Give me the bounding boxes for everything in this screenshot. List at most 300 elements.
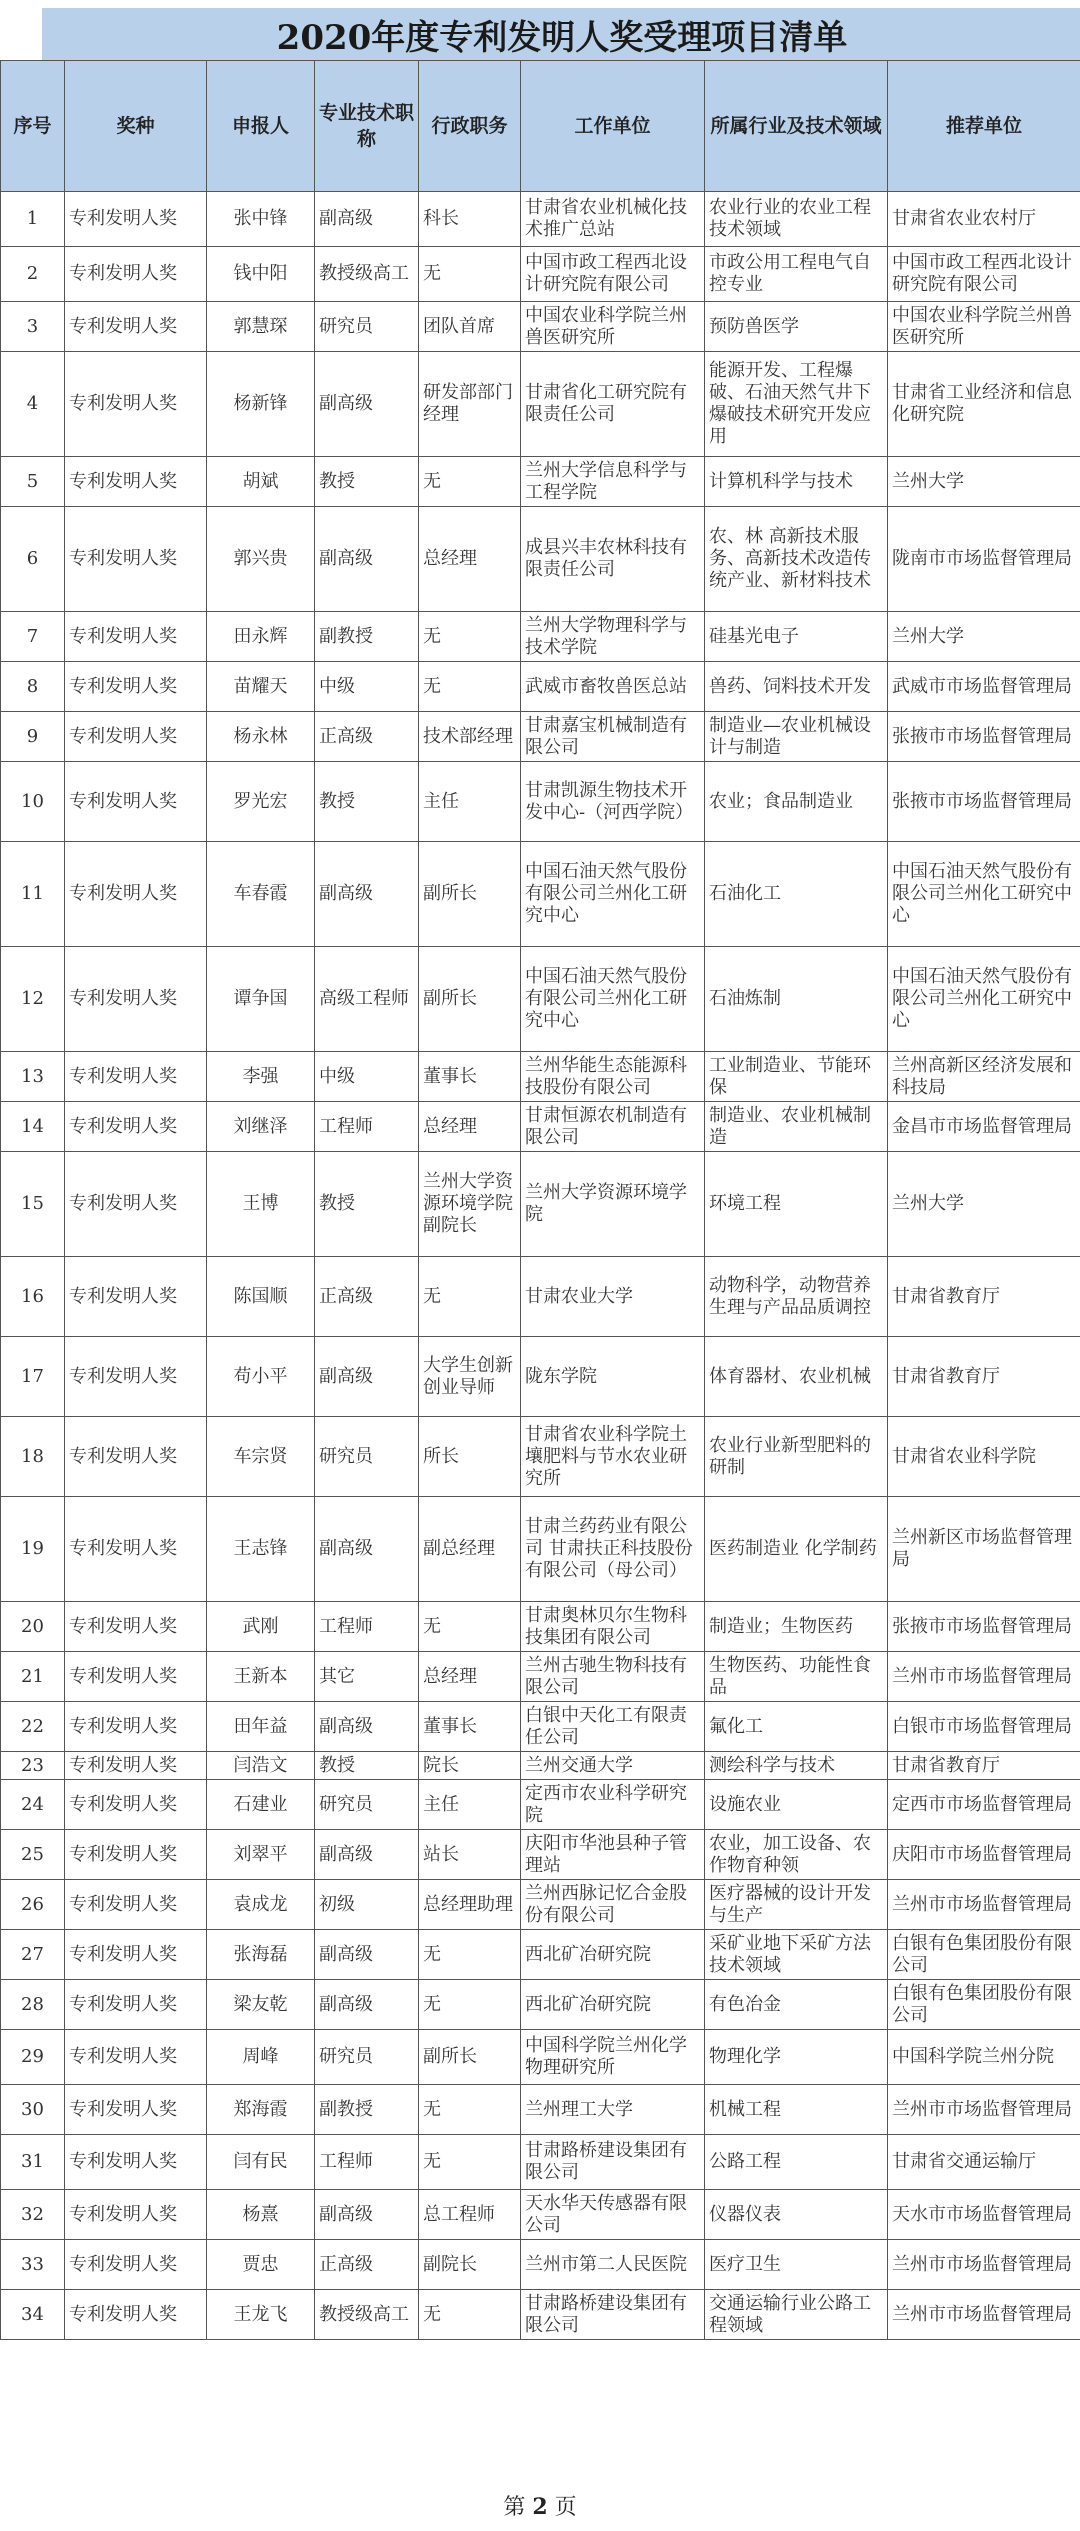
table-row bbox=[1, 612, 1080, 662]
cell-award-type: 专利发明人奖 bbox=[65, 762, 207, 842]
cell-position: 主任 bbox=[419, 762, 521, 842]
cell-applicant: 石建业 bbox=[207, 1780, 315, 1830]
cell-award-type: 专利发明人奖 bbox=[65, 842, 207, 947]
cell-employer: 兰州西脉记忆合金股份有限公司 bbox=[521, 1880, 705, 1930]
cell-field: 计算机科学与技术 bbox=[705, 457, 888, 507]
cell-award-type: 专利发明人奖 bbox=[65, 1702, 207, 1752]
cell-award-type: 专利发明人奖 bbox=[65, 1337, 207, 1417]
cell-award-type: 专利发明人奖 bbox=[65, 1830, 207, 1880]
cell-position: 无 bbox=[419, 1980, 521, 2030]
cell-title: 工程师 bbox=[315, 1102, 419, 1152]
cell-position: 副院长 bbox=[419, 2240, 521, 2290]
cell-index: 7 bbox=[1, 612, 65, 662]
cell-applicant: 胡斌 bbox=[207, 457, 315, 507]
table-row bbox=[1, 1652, 1080, 1702]
cell-employer: 甘肃嘉宝机械制造有限公司 bbox=[521, 712, 705, 762]
cell-award-type: 专利发明人奖 bbox=[65, 192, 207, 247]
cell-award-type: 专利发明人奖 bbox=[65, 247, 207, 302]
cell-recommender: 兰州市市场监督管理局 bbox=[888, 2290, 1080, 2340]
cell-employer: 甘肃路桥建设集团有限公司 bbox=[521, 2290, 705, 2340]
cell-index: 8 bbox=[1, 662, 65, 712]
header-field: 所属行业及技术领域 bbox=[705, 61, 888, 192]
cell-recommender: 兰州市市场监督管理局 bbox=[888, 1880, 1080, 1930]
cell-position: 董事长 bbox=[419, 1052, 521, 1102]
cell-recommender: 中国科学院兰州分院 bbox=[888, 2030, 1080, 2085]
cell-field: 工业制造业、节能环保 bbox=[705, 1052, 888, 1102]
cell-employer: 甘肃省化工研究院有限责任公司 bbox=[521, 352, 705, 457]
cell-employer: 白银中天化工有限责任公司 bbox=[521, 1702, 705, 1752]
table-row bbox=[1, 1257, 1080, 1337]
cell-title: 副高级 bbox=[315, 1930, 419, 1980]
cell-position: 董事长 bbox=[419, 1702, 521, 1752]
cell-award-type: 专利发明人奖 bbox=[65, 352, 207, 457]
cell-index: 16 bbox=[1, 1257, 65, 1337]
cell-title: 副高级 bbox=[315, 1702, 419, 1752]
cell-index: 33 bbox=[1, 2240, 65, 2290]
cell-title: 正高级 bbox=[315, 712, 419, 762]
cell-index: 2 bbox=[1, 247, 65, 302]
table-row bbox=[1, 507, 1080, 612]
cell-title: 副高级 bbox=[315, 507, 419, 612]
cell-applicant: 田年益 bbox=[207, 1702, 315, 1752]
cell-index: 30 bbox=[1, 2085, 65, 2135]
cell-employer: 甘肃恒源农机制造有限公司 bbox=[521, 1102, 705, 1152]
cell-applicant: 闫有民 bbox=[207, 2135, 315, 2190]
cell-position: 无 bbox=[419, 2290, 521, 2340]
table-row bbox=[1, 2290, 1080, 2340]
table-row bbox=[1, 1830, 1080, 1880]
cell-field: 医疗卫生 bbox=[705, 2240, 888, 2290]
cell-employer: 甘肃兰药药业有限公司 甘肃扶正科技股份有限公司（母公司） bbox=[521, 1497, 705, 1602]
cell-recommender: 兰州大学 bbox=[888, 457, 1080, 507]
cell-applicant: 张海磊 bbox=[207, 1930, 315, 1980]
cell-award-type: 专利发明人奖 bbox=[65, 1752, 207, 1780]
cell-recommender: 庆阳市市场监督管理局 bbox=[888, 1830, 1080, 1880]
cell-field: 医疗器械的设计开发与生产 bbox=[705, 1880, 888, 1930]
cell-index: 5 bbox=[1, 457, 65, 507]
table-row bbox=[1, 1752, 1080, 1780]
cell-position: 无 bbox=[419, 457, 521, 507]
cell-employer: 兰州大学信息科学与工程学院 bbox=[521, 457, 705, 507]
table-row bbox=[1, 2135, 1080, 2190]
table-row bbox=[1, 2085, 1080, 2135]
cell-recommender: 甘肃省工业经济和信息化研究院 bbox=[888, 352, 1080, 457]
cell-position: 无 bbox=[419, 1930, 521, 1980]
table-row bbox=[1, 947, 1080, 1052]
table-row bbox=[1, 1102, 1080, 1152]
cell-recommender: 兰州市市场监督管理局 bbox=[888, 2085, 1080, 2135]
cell-title: 教授 bbox=[315, 1752, 419, 1780]
cell-index: 34 bbox=[1, 2290, 65, 2340]
cell-recommender: 中国石油天然气股份有限公司兰州化工研究中心 bbox=[888, 947, 1080, 1052]
cell-position: 团队首席 bbox=[419, 302, 521, 352]
table-row bbox=[1, 1702, 1080, 1752]
cell-field: 环境工程 bbox=[705, 1152, 888, 1257]
cell-title: 正高级 bbox=[315, 2240, 419, 2290]
table-row bbox=[1, 1602, 1080, 1652]
cell-position: 院长 bbox=[419, 1752, 521, 1780]
cell-applicant: 袁成龙 bbox=[207, 1880, 315, 1930]
cell-award-type: 专利发明人奖 bbox=[65, 2135, 207, 2190]
table-row bbox=[1, 352, 1080, 457]
table-row bbox=[1, 712, 1080, 762]
cell-index: 20 bbox=[1, 1602, 65, 1652]
cell-award-type: 专利发明人奖 bbox=[65, 1497, 207, 1602]
cell-position: 总经理 bbox=[419, 507, 521, 612]
cell-field: 硅基光电子 bbox=[705, 612, 888, 662]
cell-field: 物理化学 bbox=[705, 2030, 888, 2085]
cell-recommender: 张掖市市场监督管理局 bbox=[888, 1602, 1080, 1652]
cell-employer: 天水华天传感器有限公司 bbox=[521, 2190, 705, 2240]
cell-position: 大学生创新创业导师 bbox=[419, 1337, 521, 1417]
cell-employer: 甘肃凯源生物技术开发中心-（河西学院） bbox=[521, 762, 705, 842]
cell-index: 28 bbox=[1, 1980, 65, 2030]
cell-applicant: 刘翠平 bbox=[207, 1830, 315, 1880]
cell-employer: 西北矿冶研究院 bbox=[521, 1980, 705, 2030]
cell-employer: 甘肃农业大学 bbox=[521, 1257, 705, 1337]
cell-field: 能源开发、工程爆破、石油天然气井下爆破技术研究开发应用 bbox=[705, 352, 888, 457]
cell-field: 预防兽医学 bbox=[705, 302, 888, 352]
table-row bbox=[1, 1980, 1080, 2030]
header-title: 专业技术职称 bbox=[315, 61, 419, 192]
cell-award-type: 专利发明人奖 bbox=[65, 2240, 207, 2290]
cell-field: 采矿业地下采矿方法技术领域 bbox=[705, 1930, 888, 1980]
cell-award-type: 专利发明人奖 bbox=[65, 1257, 207, 1337]
cell-recommender: 中国石油天然气股份有限公司兰州化工研究中心 bbox=[888, 842, 1080, 947]
table-row bbox=[1, 2030, 1080, 2085]
table-header-row bbox=[1, 61, 1080, 192]
cell-employer: 中国科学院兰州化学物理研究所 bbox=[521, 2030, 705, 2085]
table-row bbox=[1, 1497, 1080, 1602]
cell-field: 体育器材、农业机械 bbox=[705, 1337, 888, 1417]
cell-title: 研究员 bbox=[315, 2030, 419, 2085]
cell-title: 副高级 bbox=[315, 1980, 419, 2030]
cell-index: 19 bbox=[1, 1497, 65, 1602]
cell-award-type: 专利发明人奖 bbox=[65, 302, 207, 352]
cell-title: 教授 bbox=[315, 1152, 419, 1257]
cell-title: 副教授 bbox=[315, 2085, 419, 2135]
cell-recommender: 白银市市场监督管理局 bbox=[888, 1702, 1080, 1752]
cell-award-type: 专利发明人奖 bbox=[65, 1417, 207, 1497]
cell-employer: 兰州华能生态能源科技股份有限公司 bbox=[521, 1052, 705, 1102]
cell-award-type: 专利发明人奖 bbox=[65, 2085, 207, 2135]
cell-award-type: 专利发明人奖 bbox=[65, 1980, 207, 2030]
cell-applicant: 陈国顺 bbox=[207, 1257, 315, 1337]
cell-field: 仪器仪表 bbox=[705, 2190, 888, 2240]
table-row bbox=[1, 1780, 1080, 1830]
cell-position: 无 bbox=[419, 662, 521, 712]
cell-employer: 甘肃省农业科学院土壤肥料与节水农业研究所 bbox=[521, 1417, 705, 1497]
cell-position: 无 bbox=[419, 2135, 521, 2190]
cell-employer: 西北矿冶研究院 bbox=[521, 1930, 705, 1980]
cell-field: 生物医药、功能性食品 bbox=[705, 1652, 888, 1702]
cell-applicant: 苗耀天 bbox=[207, 662, 315, 712]
cell-field: 动物科学，动物营养生理与产品品质调控 bbox=[705, 1257, 888, 1337]
cell-field: 交通运输行业公路工程领域 bbox=[705, 2290, 888, 2340]
cell-field: 制造业、农业机械制造 bbox=[705, 1102, 888, 1152]
cell-award-type: 专利发明人奖 bbox=[65, 947, 207, 1052]
cell-award-type: 专利发明人奖 bbox=[65, 507, 207, 612]
document-title: 2020年度专利发明人奖受理项目清单 bbox=[42, 8, 1080, 60]
cell-award-type: 专利发明人奖 bbox=[65, 2190, 207, 2240]
cell-field: 农业；食品制造业 bbox=[705, 762, 888, 842]
cell-position: 研发部部门经理 bbox=[419, 352, 521, 457]
cell-applicant: 田永辉 bbox=[207, 612, 315, 662]
cell-title: 副高级 bbox=[315, 1830, 419, 1880]
cell-employer: 兰州理工大学 bbox=[521, 2085, 705, 2135]
table-row bbox=[1, 192, 1080, 247]
cell-position: 副所长 bbox=[419, 2030, 521, 2085]
cell-award-type: 专利发明人奖 bbox=[65, 2030, 207, 2085]
cell-recommender: 白银有色集团股份有限公司 bbox=[888, 1980, 1080, 2030]
cell-employer: 中国市政工程西北设计研究院有限公司 bbox=[521, 247, 705, 302]
header-position: 行政职务 bbox=[419, 61, 521, 192]
cell-recommender: 兰州新区市场监督管理局 bbox=[888, 1497, 1080, 1602]
cell-position: 总经理助理 bbox=[419, 1880, 521, 1930]
cell-index: 15 bbox=[1, 1152, 65, 1257]
cell-position: 无 bbox=[419, 612, 521, 662]
cell-recommender: 兰州大学 bbox=[888, 1152, 1080, 1257]
cell-title: 副高级 bbox=[315, 2190, 419, 2240]
cell-field: 农业，加工设备、农作物育种领 bbox=[705, 1830, 888, 1880]
cell-index: 4 bbox=[1, 352, 65, 457]
cell-award-type: 专利发明人奖 bbox=[65, 1652, 207, 1702]
cell-award-type: 专利发明人奖 bbox=[65, 1052, 207, 1102]
cell-employer: 兰州交通大学 bbox=[521, 1752, 705, 1780]
cell-recommender: 陇南市市场监督管理局 bbox=[888, 507, 1080, 612]
cell-recommender: 中国市政工程西北设计研究院有限公司 bbox=[888, 247, 1080, 302]
header-recommender: 推荐单位 bbox=[888, 61, 1080, 192]
cell-field: 制造业—农业机械设计与制造 bbox=[705, 712, 888, 762]
cell-position: 无 bbox=[419, 2085, 521, 2135]
cell-field: 测绘科学与技术 bbox=[705, 1752, 888, 1780]
cell-award-type: 专利发明人奖 bbox=[65, 2290, 207, 2340]
cell-field: 氟化工 bbox=[705, 1702, 888, 1752]
cell-title: 副高级 bbox=[315, 842, 419, 947]
cell-recommender: 白银有色集团股份有限公司 bbox=[888, 1930, 1080, 1980]
cell-award-type: 专利发明人奖 bbox=[65, 662, 207, 712]
table-row bbox=[1, 762, 1080, 842]
cell-applicant: 罗光宏 bbox=[207, 762, 315, 842]
cell-field: 制造业；生物医药 bbox=[705, 1602, 888, 1652]
cell-title: 高级工程师 bbox=[315, 947, 419, 1052]
cell-title: 工程师 bbox=[315, 1602, 419, 1652]
cell-employer: 兰州古驰生物科技有限公司 bbox=[521, 1652, 705, 1702]
cell-index: 6 bbox=[1, 507, 65, 612]
cell-title: 副高级 bbox=[315, 1337, 419, 1417]
cell-award-type: 专利发明人奖 bbox=[65, 1930, 207, 1980]
cell-applicant: 武刚 bbox=[207, 1602, 315, 1652]
cell-title: 其它 bbox=[315, 1652, 419, 1702]
cell-index: 31 bbox=[1, 2135, 65, 2190]
cell-applicant: 谭争国 bbox=[207, 947, 315, 1052]
cell-recommender: 甘肃省教育厅 bbox=[888, 1752, 1080, 1780]
cell-employer: 陇东学院 bbox=[521, 1337, 705, 1417]
cell-field: 有色冶金 bbox=[705, 1980, 888, 2030]
cell-position: 副所长 bbox=[419, 947, 521, 1052]
cell-employer: 甘肃省农业机械化技术推广总站 bbox=[521, 192, 705, 247]
table-row bbox=[1, 2190, 1080, 2240]
table-row bbox=[1, 457, 1080, 507]
cell-field: 兽药、饲料技术开发 bbox=[705, 662, 888, 712]
cell-position: 无 bbox=[419, 1257, 521, 1337]
cell-title: 教授 bbox=[315, 762, 419, 842]
cell-title: 副高级 bbox=[315, 1497, 419, 1602]
cell-title: 教授级高工 bbox=[315, 2290, 419, 2340]
cell-title: 正高级 bbox=[315, 1257, 419, 1337]
cell-field: 农业行业新型肥料的研制 bbox=[705, 1417, 888, 1497]
cell-field: 市政公用工程电气自控专业 bbox=[705, 247, 888, 302]
cell-field: 石油炼制 bbox=[705, 947, 888, 1052]
cell-title: 研究员 bbox=[315, 1780, 419, 1830]
cell-title: 教授级高工 bbox=[315, 247, 419, 302]
cell-award-type: 专利发明人奖 bbox=[65, 1780, 207, 1830]
cell-applicant: 梁友乾 bbox=[207, 1980, 315, 2030]
cell-employer: 成县兴丰农林科技有限责任公司 bbox=[521, 507, 705, 612]
cell-applicant: 钱中阳 bbox=[207, 247, 315, 302]
cell-award-type: 专利发明人奖 bbox=[65, 1602, 207, 1652]
cell-index: 14 bbox=[1, 1102, 65, 1152]
cell-employer: 庆阳市华池县种子管理站 bbox=[521, 1830, 705, 1880]
header-employer: 工作单位 bbox=[521, 61, 705, 192]
table-row bbox=[1, 1930, 1080, 1980]
cell-position: 总经理 bbox=[419, 1102, 521, 1152]
cell-recommender: 甘肃省交通运输厅 bbox=[888, 2135, 1080, 2190]
cell-recommender: 张掖市市场监督管理局 bbox=[888, 762, 1080, 842]
cell-recommender: 甘肃省农业农村厅 bbox=[888, 192, 1080, 247]
cell-applicant: 郭兴贵 bbox=[207, 507, 315, 612]
cell-recommender: 金昌市市场监督管理局 bbox=[888, 1102, 1080, 1152]
cell-applicant: 车宗贤 bbox=[207, 1417, 315, 1497]
cell-position: 副所长 bbox=[419, 842, 521, 947]
cell-field: 医药制造业 化学制药 bbox=[705, 1497, 888, 1602]
cell-position: 总经理 bbox=[419, 1652, 521, 1702]
cell-applicant: 王博 bbox=[207, 1152, 315, 1257]
cell-recommender: 兰州高新区经济发展和科技局 bbox=[888, 1052, 1080, 1102]
cell-recommender: 兰州大学 bbox=[888, 612, 1080, 662]
cell-award-type: 专利发明人奖 bbox=[65, 1152, 207, 1257]
cell-index: 21 bbox=[1, 1652, 65, 1702]
cell-applicant: 杨熹 bbox=[207, 2190, 315, 2240]
cell-employer: 武威市畜牧兽医总站 bbox=[521, 662, 705, 712]
header-award-type: 奖种 bbox=[65, 61, 207, 192]
cell-title: 工程师 bbox=[315, 2135, 419, 2190]
cell-applicant: 郑海霞 bbox=[207, 2085, 315, 2135]
cell-recommender: 定西市市场监督管理局 bbox=[888, 1780, 1080, 1830]
cell-recommender: 张掖市市场监督管理局 bbox=[888, 712, 1080, 762]
cell-index: 24 bbox=[1, 1780, 65, 1830]
cell-applicant: 王龙飞 bbox=[207, 2290, 315, 2340]
cell-position: 总工程师 bbox=[419, 2190, 521, 2240]
cell-applicant: 杨永林 bbox=[207, 712, 315, 762]
table-row bbox=[1, 1152, 1080, 1257]
cell-index: 25 bbox=[1, 1830, 65, 1880]
table-row bbox=[1, 662, 1080, 712]
cell-employer: 中国石油天然气股份有限公司兰州化工研究中心 bbox=[521, 842, 705, 947]
table-row bbox=[1, 247, 1080, 302]
cell-field: 设施农业 bbox=[705, 1780, 888, 1830]
cell-employer: 中国石油天然气股份有限公司兰州化工研究中心 bbox=[521, 947, 705, 1052]
cell-recommender: 甘肃省教育厅 bbox=[888, 1337, 1080, 1417]
cell-employer: 甘肃路桥建设集团有限公司 bbox=[521, 2135, 705, 2190]
table-row bbox=[1, 2240, 1080, 2290]
cell-title: 中级 bbox=[315, 1052, 419, 1102]
page-footer bbox=[0, 2490, 1080, 2521]
cell-title: 初级 bbox=[315, 1880, 419, 1930]
cell-applicant: 李强 bbox=[207, 1052, 315, 1102]
cell-award-type: 专利发明人奖 bbox=[65, 612, 207, 662]
cell-employer: 定西市农业科学研究院 bbox=[521, 1780, 705, 1830]
cell-title: 中级 bbox=[315, 662, 419, 712]
cell-index: 9 bbox=[1, 712, 65, 762]
cell-employer: 甘肃奥林贝尔生物科技集团有限公司 bbox=[521, 1602, 705, 1652]
cell-index: 3 bbox=[1, 302, 65, 352]
cell-position: 站长 bbox=[419, 1830, 521, 1880]
cell-index: 12 bbox=[1, 947, 65, 1052]
table-row bbox=[1, 1417, 1080, 1497]
cell-index: 18 bbox=[1, 1417, 65, 1497]
cell-position: 主任 bbox=[419, 1780, 521, 1830]
cell-recommender: 甘肃省农业科学院 bbox=[888, 1417, 1080, 1497]
cell-index: 26 bbox=[1, 1880, 65, 1930]
footer-prefix: 第 bbox=[503, 2495, 526, 2520]
cell-position: 无 bbox=[419, 247, 521, 302]
cell-field: 农、林 高新技术服务、高新技术改造传统产业、新材料技术 bbox=[705, 507, 888, 612]
cell-index: 11 bbox=[1, 842, 65, 947]
cell-applicant: 苟小平 bbox=[207, 1337, 315, 1417]
footer-suffix: 页 bbox=[554, 2495, 577, 2520]
cell-index: 27 bbox=[1, 1930, 65, 1980]
project-list-table bbox=[0, 60, 1080, 2340]
cell-award-type: 专利发明人奖 bbox=[65, 1880, 207, 1930]
cell-title: 研究员 bbox=[315, 302, 419, 352]
cell-award-type: 专利发明人奖 bbox=[65, 1102, 207, 1152]
cell-applicant: 刘继泽 bbox=[207, 1102, 315, 1152]
cell-applicant: 王新本 bbox=[207, 1652, 315, 1702]
table-row bbox=[1, 302, 1080, 352]
cell-index: 29 bbox=[1, 2030, 65, 2085]
cell-recommender: 兰州市市场监督管理局 bbox=[888, 1652, 1080, 1702]
cell-award-type: 专利发明人奖 bbox=[65, 457, 207, 507]
cell-position: 副总经理 bbox=[419, 1497, 521, 1602]
cell-recommender: 武威市市场监督管理局 bbox=[888, 662, 1080, 712]
cell-applicant: 杨新锋 bbox=[207, 352, 315, 457]
cell-title: 研究员 bbox=[315, 1417, 419, 1497]
table-row bbox=[1, 842, 1080, 947]
cell-position: 科长 bbox=[419, 192, 521, 247]
cell-recommender: 中国农业科学院兰州兽医研究所 bbox=[888, 302, 1080, 352]
cell-applicant: 张中锋 bbox=[207, 192, 315, 247]
cell-applicant: 闫浩文 bbox=[207, 1752, 315, 1780]
cell-applicant: 车春霞 bbox=[207, 842, 315, 947]
cell-recommender: 甘肃省教育厅 bbox=[888, 1257, 1080, 1337]
cell-applicant: 贾忠 bbox=[207, 2240, 315, 2290]
header-index: 序号 bbox=[1, 61, 65, 192]
cell-applicant: 周峰 bbox=[207, 2030, 315, 2085]
cell-position: 无 bbox=[419, 1602, 521, 1652]
cell-position: 所长 bbox=[419, 1417, 521, 1497]
table-row bbox=[1, 1880, 1080, 1930]
cell-position: 兰州大学资源环境学院副院长 bbox=[419, 1152, 521, 1257]
cell-award-type: 专利发明人奖 bbox=[65, 712, 207, 762]
cell-field: 农业行业的农业工程技术领域 bbox=[705, 192, 888, 247]
cell-title: 副教授 bbox=[315, 612, 419, 662]
cell-index: 13 bbox=[1, 1052, 65, 1102]
cell-employer: 兰州大学物理科学与技术学院 bbox=[521, 612, 705, 662]
cell-employer: 兰州大学资源环境学院 bbox=[521, 1152, 705, 1257]
cell-index: 17 bbox=[1, 1337, 65, 1417]
cell-title: 教授 bbox=[315, 457, 419, 507]
